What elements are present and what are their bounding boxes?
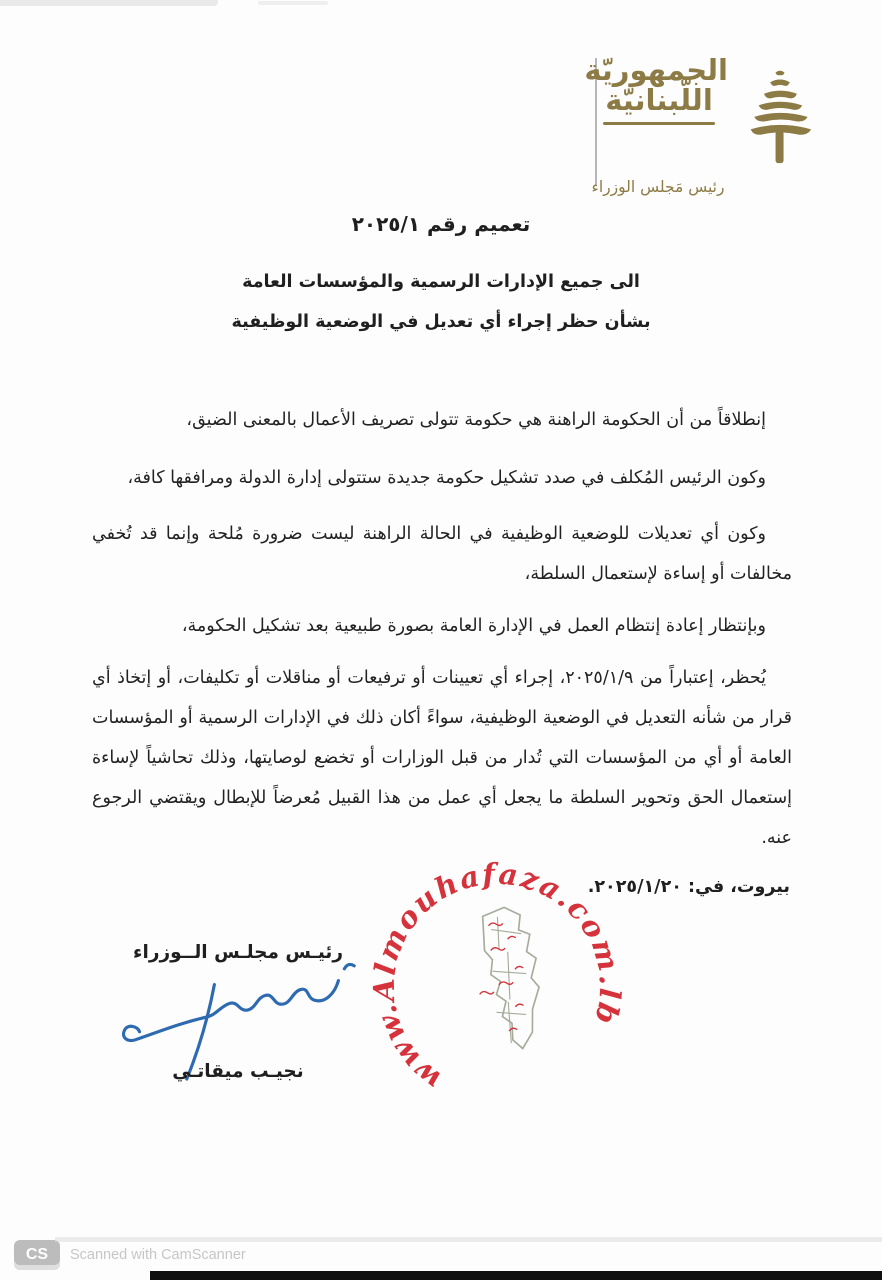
signature-block [116,942,360,1082]
signatory-name: نجيـب ميقاتـي [172,1061,304,1082]
stamp-circular-text: www.Almouhafaza.com.lb [366,856,628,1098]
paragraph-1: إنطلاقاً من أن الحكومة الراهنة هي حكومة تتولى تصريف الأعمال بالمعنى الضيق، [186,410,766,430]
signatory-title: رئيـس مجلـس الــوزراء [133,942,343,963]
circular-title: تعميم رقم ٢٠٢٥/١ [351,212,531,236]
map-governorate-marks [468,919,534,1035]
letterhead-office: رئيس مَجلس الوزراء [591,178,725,196]
scan-black-bar [150,1271,882,1280]
paragraph-4: وبإنتظار إعادة إنتظام العمل في الإدارة العامة بصورة طبيعية بعد تشكيل الحكومة، [181,616,766,636]
paragraph-5: يُحظر، إعتباراً من ٢٠٢٥/١/٩، إجراء أي تعيينات أو ترفيعات أو مناقلات أو تكليفات، أو إتخاذ أي قرار من شأنه التعديل في الوضعية الوظيفية، سواءً أكان ذلك في الإدارات الرسمية أو المؤسسات العامة أو أي من المؤسسات التي تُدار من قبل الوزارات أو تخضع لوصايتها، وذلك تحاشياً لإساءة إستعمال الحق وتحوير السلطة ما يجعل أي عمل من هذا القبيل مُعرضاً للإبطال ويقتضي الرجوع عنه. [92,668,792,848]
paragraph-3: وكون أي تعديلات للوضعية الوظيفية في الحالة الراهنة ليست ضرورة مُلحة وإنما قد تُخفي مخالفات أو إساءة لإستعمال السلطة، [92,524,792,584]
subject-line: بشأن حظر إجراء أي تعديل في الوضعية الوظيفية [231,312,651,332]
letterhead-divider [603,122,715,125]
lebanese-cedar-icon [740,66,820,166]
republic-name [584,53,728,125]
scan-artifact-bottom-shadow [55,1237,882,1242]
paragraph-2: وكون الرئيس المُكلف في صدد تشكيل حكومة جديدة ستتولى إدارة الدولة ومرافقها كافة، [127,468,766,488]
scan-artifact-top [0,0,218,6]
document-body [92,400,792,873]
dateline: بيروت، في: ٢٠٢٥/١/٢٠. [587,877,790,897]
scan-artifact-top-2 [258,1,328,5]
lebanon-map-outline [466,903,552,1054]
almouhafaza-stamp [363,853,631,1121]
camscanner-label: Scanned with CamScanner [70,1247,246,1263]
camscanner-icon [14,1240,60,1270]
republic-line1: الجمهوريّة [584,53,728,87]
camscanner-icon-text: CS [25,1246,49,1263]
republic-line2: اللّبنانيّة [605,82,713,117]
addressee-line: الى جميع الإدارات الرسمية والمؤسسات العامة [242,272,640,292]
